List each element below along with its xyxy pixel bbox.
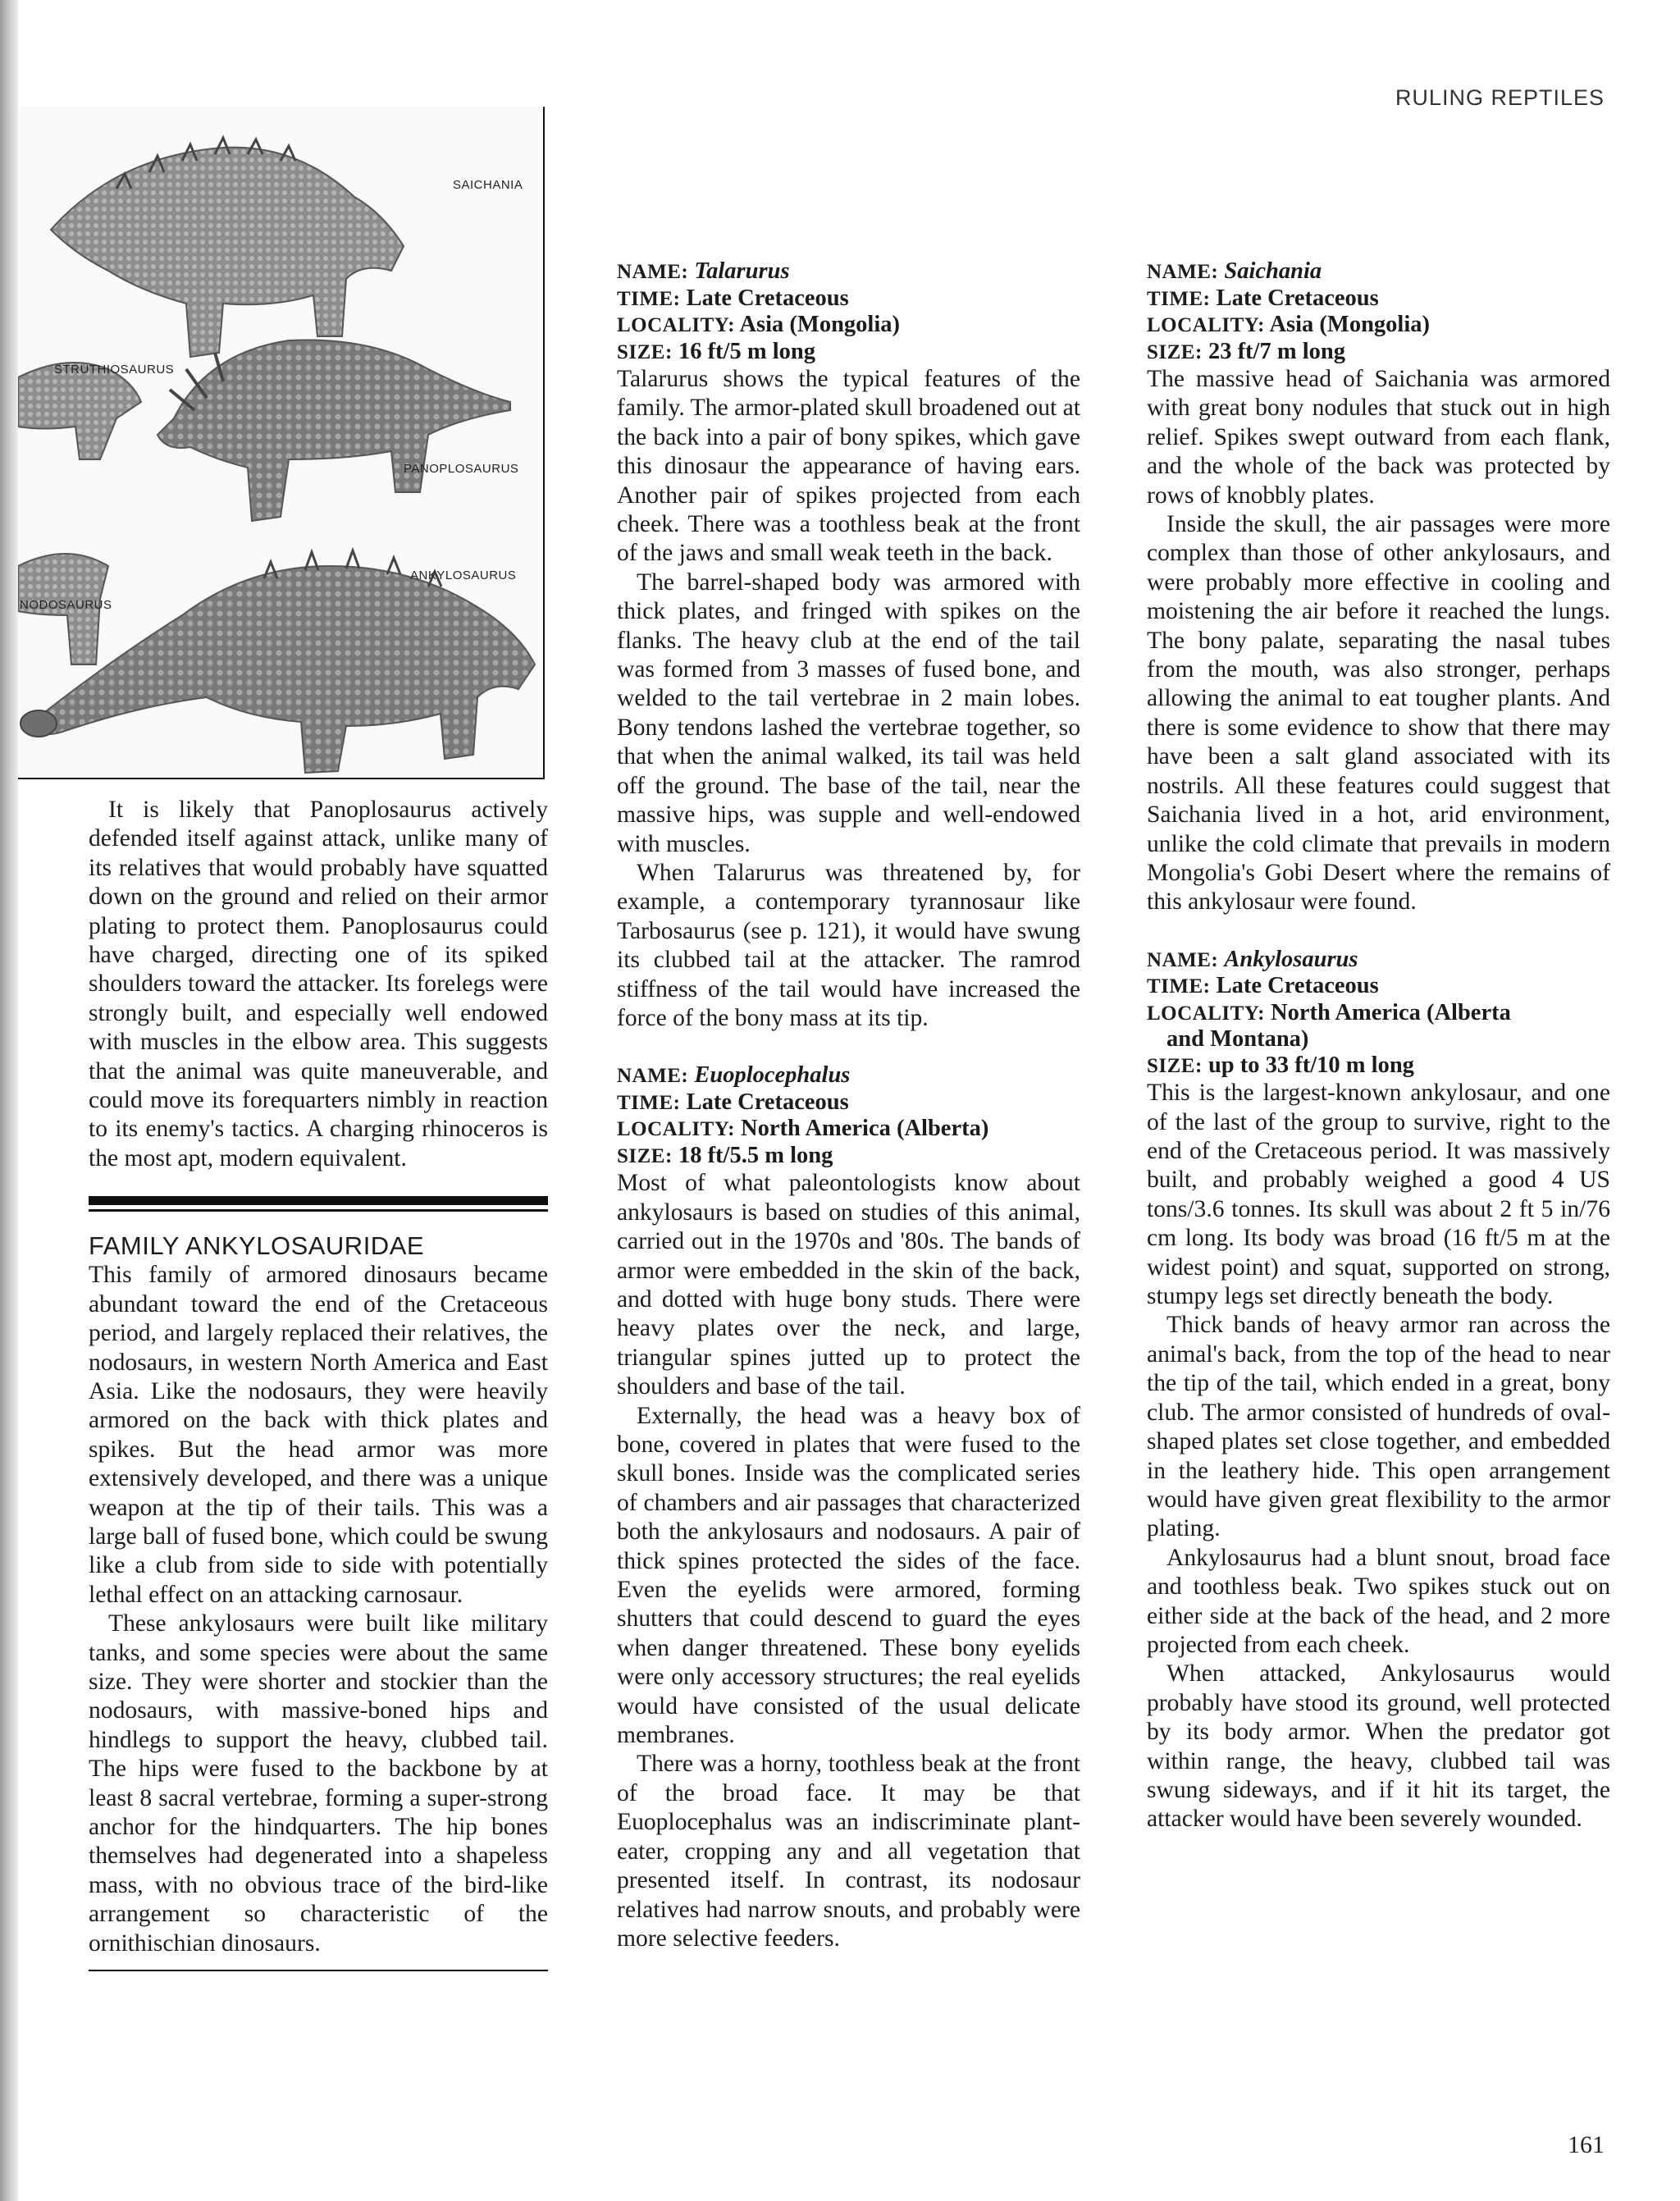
- column-3: [1147, 258, 1610, 1864]
- time-key: TIME:: [617, 1091, 681, 1114]
- entry-locality: North America (Alberta: [1271, 999, 1511, 1025]
- name-key: NAME:: [617, 1065, 689, 1088]
- entry-paragraph: Ankylosaurus had a blunt snout, broad face and toothless beak. Two spikes stuck out on either side at the back of the head, and 2 more projected from each cheek.: [1147, 1544, 1610, 1658]
- entry-time: Late Cretaceous: [686, 285, 849, 311]
- size-key: SIZE:: [1147, 340, 1203, 363]
- entry-name: Euoplocephalus: [694, 1062, 851, 1089]
- entry-size: 16 ft/5 m long: [678, 338, 815, 364]
- entry-paragraph: Externally, the head was a heavy box of bone, covered in plates that were fused to the skull bones. Inside was the complicated series of chambers and air passages that characterized both the ankylosaurs and nodosaurs. A pair of thick spines protected the sides of the face. Even the eyelids were armored, forming shutters that could descend to guard the eyes when danger threatened. These bony eyelids were only accessory structures; the real eyelids would have consisted of the usual delicate membranes.: [617, 1402, 1080, 1749]
- section-rule-thick: [89, 1196, 548, 1205]
- family-body-paragraph: These ankylosaurs were built like military tanks, and some species were about the same size. They were shorter and stockier than the nodosaurs, with massive-boned hips and hindlegs to support the heavy, clubbed tail. The hips were fused to the backbone by at least 8 sacral vertebrae, forming a super-strong anchor for the hindquarters. The hip bones themselves had degenerated into a shapeless mass, with no obvious trace of the bird-like arrangement so characteristic of the ornithischian dinosaurs.: [89, 1610, 548, 1957]
- entry-locality: North America (Alberta): [741, 1116, 989, 1142]
- locality-key: LOCALITY:: [617, 314, 735, 336]
- entry-time: Late Cretaceous: [686, 1089, 849, 1115]
- page-gutter-shadow: [0, 0, 18, 2201]
- label-struthiosaurus: STRUTHIOSAURUS: [54, 363, 175, 377]
- entry-paragraph: This is the largest-known ankylosaur, and one of the last of the group to survive, right to the end of the Cretaceous period. It was massively built, and probably weighed a good 4 US tons/3.6 tonnes. Its skull was about 2 ft 5 in/76 cm long. Its body was broad (16 ft/5 m at the widest point) and squat, supported on strong, stumpy legs set directly beneath the body.: [1147, 1080, 1610, 1310]
- entry-size: 23 ft/7 m long: [1208, 338, 1345, 364]
- locality-key: LOCALITY:: [1147, 1002, 1265, 1025]
- entry-name: Talarurus: [694, 258, 790, 284]
- saichania-drawing: [51, 138, 404, 357]
- name-key: NAME:: [617, 261, 689, 283]
- entry-header: [617, 1062, 1080, 1169]
- entry-paragraph: Thick bands of heavy armor ran across the animal's back, from the top of the head to near the tip of the tail, which ended in a great, bony club. The armor consisted of hundreds of oval-shaped plates set close together, and embedded in the leathery hide. This open arrangement would have given great flexibility to the armor plating.: [1147, 1312, 1610, 1542]
- entry-name: Ankylosaurus: [1224, 946, 1358, 972]
- section-rule-thin: [89, 1209, 548, 1212]
- locality-key: LOCALITY:: [1147, 314, 1265, 336]
- column-end-rule: [89, 1970, 548, 1971]
- entry-size: up to 33 ft/10 m long: [1208, 1052, 1414, 1078]
- panoplosaurus-paragraph: It is likely that Panoplosaurus actively defended itself against attack, unlike many of its relatives that would probably have squatted down on the ground and relied on their armor plating to protect them. Panoplosaurus could have charged, directing one of its spiked shoulders toward the attacker. Its forelegs were strongly built, and especially well endowed with muscles in the elbow area. This suggests that the animal was quite maneuverable, and could move its forequarters nimbly in reaction to its enemy's tactics. A charging rhinoceros is the most apt, modern equivalent.: [89, 797, 548, 1171]
- size-key: SIZE:: [1147, 1054, 1203, 1077]
- entry-euoplocephalus: [617, 1062, 1080, 1953]
- entry-name: Saichania: [1224, 258, 1322, 284]
- entry-paragraph: When attacked, Ankylosaurus would probably have stood its ground, well protected by its body armor. When the predator got within range, the heavy, clubbed tail was swung sideways, and if it hit its target, the attacker would have been severely wounded.: [1147, 1660, 1610, 1833]
- entry-time: Late Cretaceous: [1216, 973, 1379, 999]
- entry-paragraph: Inside the skull, the air passages were more complex than those of other ankylosaurs, and were probably more effective in cooling and moistening the air before it reached the lungs. The bony palate, separating the nasal tubes from the mouth, was also stronger, perhaps allowing the animal to eat tougher plants. And there is some evidence to show that there may have been a salt gland associated with its nostrils. All these features could suggest that Saichania lived in a hot, arid environment, unlike the cold climate that prevails in modern Mongolia's Gobi Desert where the remains of this ankylosaur were found.: [1147, 511, 1610, 916]
- entry-paragraph: Most of what paleontologists know about ankylosaurs is based on studies of this animal, carried out in the 1970s and '80s. The bands of armor were embedded in the skin of the back, and dotted with huge bony studs. There were heavy plates over the neck, and large, triangular spines jutted up to protect the shoulders and base of the tail.: [617, 1170, 1080, 1400]
- entry-paragraph: There was a horny, toothless beak at the front of the broad face. It may be that Euoplocephalus was an indiscriminate plant-eater, cropping any and all vegetation that presented itself. In contrast, its nodosaur relatives had narrow snouts, and probably were more selective feeders.: [617, 1751, 1080, 1952]
- entry-paragraph: The barrel-shaped body was armored with thick plates, and fringed with spikes on the flanks. The heavy club at the end of the tail was formed from 3 masses of fused bone, and welded to the tail vertebrae in 2 main lobes. Bony tendons lashed the vertebrae together, so that when the animal walked, its tail was held off the ground. The base of the tail, near the massive hips, was supple and well-endowed with muscles.: [617, 569, 1080, 857]
- page-number: 161: [1568, 2131, 1605, 2158]
- dinosaur-illustration: [18, 107, 545, 779]
- label-nodosaurus: NODOSAURUS: [20, 598, 112, 612]
- name-key: NAME:: [1147, 261, 1219, 283]
- struthiosaurus-drawing: [18, 363, 141, 459]
- label-ankylosaurus: ANKYLOSAURUS: [410, 569, 517, 582]
- family-intro-paragraph: This family of armored dinosaurs became abundant toward the end of the Cretaceous period, and largely replaced their relatives, the nodosaurs, in western North America and East Asia. Like the nodosaurs, they were heavily armored on the back with thick plates and spikes. But the head armor was more extensively developed, and there was a unique weapon at the tip of their tails. This was a large ball of fused bone, which could be swung like a club from side to side with potentially lethal effect on an attacking carnosaur.: [89, 1262, 548, 1608]
- size-key: SIZE:: [617, 340, 673, 363]
- name-key: NAME:: [1147, 948, 1219, 971]
- size-key: SIZE:: [617, 1144, 673, 1167]
- entry-locality-continued: and Montana): [1166, 1026, 1309, 1053]
- entry-header: [1147, 947, 1610, 1080]
- entry-paragraph: The massive head of Saichania was armored with great bony nodules that stuck out in high relief. Spikes swept outward from each flank, and the whole of the back was protected by rows of knobbly plates.: [1147, 366, 1610, 509]
- label-panoplosaurus: PANOPLOSAURUS: [404, 462, 519, 476]
- entry-paragraph: Talarurus shows the typical features of the family. The armor-plated skull broadened out at the back into a pair of bony spikes, which gave this dinosaur the appearance of having ears. Another pair of spikes projected from each cheek. There was a toothless beak at the front of the jaws and small weak teeth in the back.: [617, 366, 1080, 567]
- time-key: TIME:: [1147, 975, 1211, 998]
- column-2: [617, 258, 1080, 1983]
- entry-saichania: [1147, 258, 1610, 917]
- panoplosaurus-drawing: [158, 340, 510, 521]
- locality-key: LOCALITY:: [617, 1118, 735, 1141]
- entry-header: [1147, 258, 1610, 365]
- entry-ankylosaurus: [1147, 947, 1610, 1834]
- family-heading: FAMILY ANKYLOSAURIDAE: [89, 1231, 425, 1261]
- time-key: TIME:: [617, 287, 681, 310]
- entry-locality: Asia (Mongolia): [739, 312, 901, 337]
- label-saichania: SAICHANIA: [453, 178, 523, 192]
- entry-time: Late Cretaceous: [1216, 285, 1379, 311]
- entry-paragraph: When Talarurus was threatened by, for example, a contemporary tyrannosaur like Tarbosaurus (see p. 121), it would have swung its clubbed tail at the attacker. The ramrod stiffness of the tail would have increased the force of the bony mass at its tip.: [617, 859, 1080, 1031]
- entry-locality: Asia (Mongolia): [1269, 312, 1431, 337]
- ankylosaur-drawings: [18, 107, 545, 779]
- entry-header: [617, 258, 1080, 365]
- time-key: TIME:: [1147, 287, 1211, 310]
- running-head: RULING REPTILES: [1395, 85, 1605, 110]
- column-1: [89, 796, 548, 1971]
- entry-talarurus: [617, 258, 1080, 1033]
- entry-size: 18 ft/5.5 m long: [678, 1142, 833, 1168]
